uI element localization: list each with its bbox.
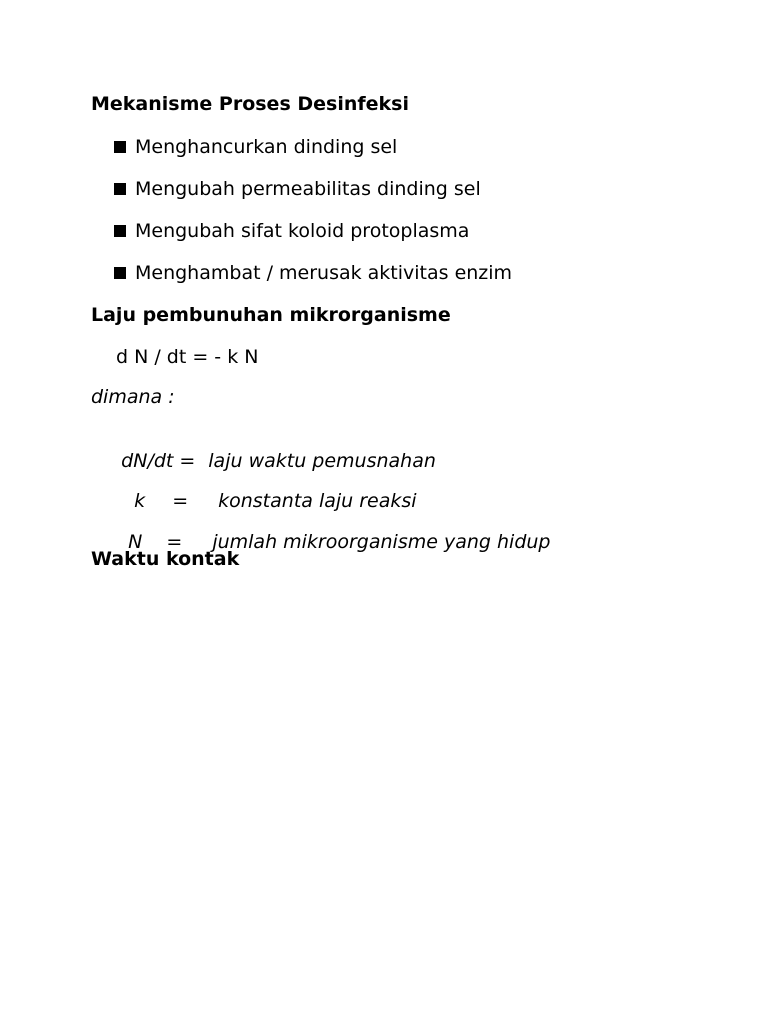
bullet-item (114, 220, 469, 242)
bullet-item (114, 136, 397, 158)
definition-equals: = (166, 531, 183, 553)
definition-equals: = (179, 450, 196, 472)
where-label: dimana : (91, 386, 175, 408)
definition-meaning: jumlah mikroorganisme yang hidup (212, 531, 551, 553)
rate-equation: d N / dt = - k N (116, 346, 259, 368)
definition-meaning: konstanta laju reaksi (218, 490, 417, 512)
definition-symbol: N (128, 531, 143, 553)
bullet-text: Menghancurkan dinding sel (135, 136, 398, 158)
heading-waktu-kontak: Waktu kontak (91, 548, 240, 570)
square-bullet-icon (114, 225, 126, 237)
definition-symbol: k (134, 490, 146, 512)
square-bullet-icon (114, 183, 126, 195)
square-bullet-icon (114, 267, 126, 279)
definition-equals: = (172, 490, 189, 512)
heading-laju: Laju pembunuhan mikrorganisme (91, 304, 451, 326)
bullet-text: Mengubah sifat koloid protoplasma (135, 220, 470, 242)
heading-mekanisme: Mekanisme Proses Desinfeksi (91, 93, 409, 115)
bullet-item (114, 262, 512, 284)
bullet-text: Menghambat / merusak aktivitas enzim (135, 262, 513, 284)
definition-meaning: laju waktu pemusnahan (208, 450, 436, 472)
square-bullet-icon (114, 141, 126, 153)
definition-symbol: dN/dt (121, 450, 174, 472)
bullet-item (114, 178, 481, 200)
bullet-text: Mengubah permeabilitas dinding sel (135, 178, 481, 200)
